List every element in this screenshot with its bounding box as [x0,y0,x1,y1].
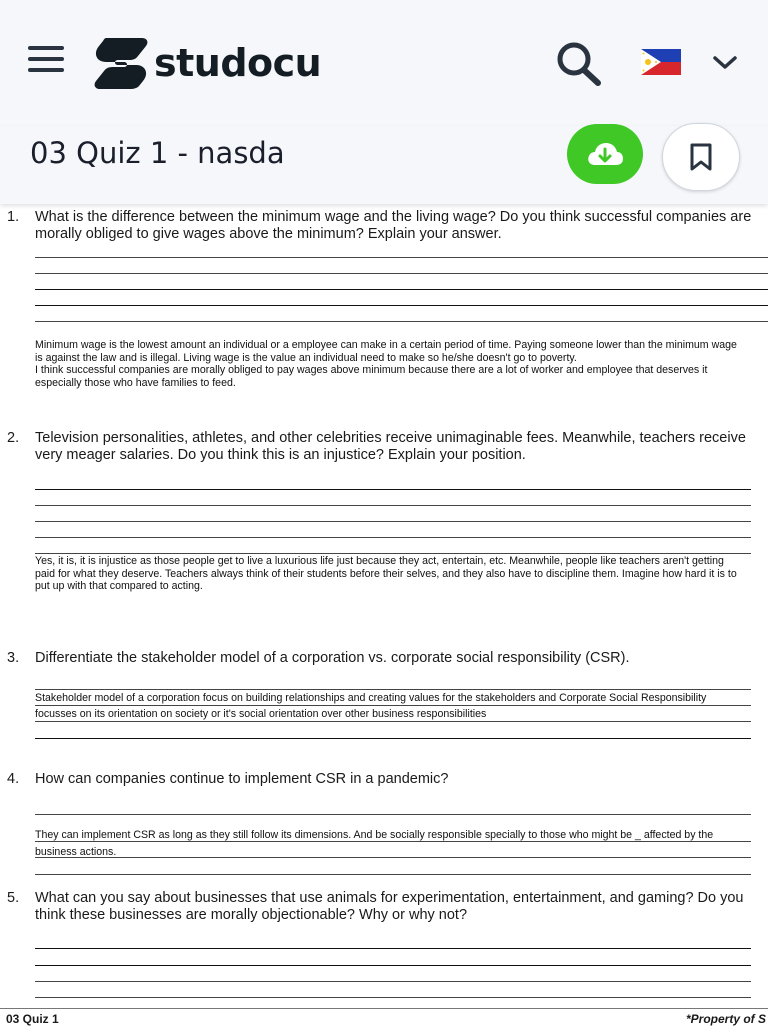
question-number: 1. [7,209,20,225]
answer-line [35,521,751,522]
menu-bar-top [28,46,64,50]
answer-line [35,948,751,949]
answer-line [35,537,751,538]
hamburger-menu-icon[interactable] [28,46,64,80]
question-number: 5. [7,890,20,906]
answer-line [35,305,768,306]
answer-line [35,997,751,998]
document-title-bar [0,126,768,204]
answer-line [35,489,751,490]
question-text: What can you say about businesses that use animals for experimentation, entertainment, and gaming? Do you think these businesses are morally objectionable? Why or why not? [35,890,744,923]
answer-line [35,321,768,322]
cloud-download-icon [585,139,625,169]
question-text: Television personalities, athletes, and other celebrities receive unimaginable fees. Meanwhile, teachers receive very meager salaries. Do you think this is an injustice? Explain your position. [35,430,746,463]
answer-line [35,965,751,966]
bookmark-button[interactable] [662,123,740,191]
answer-text: Yes, it is, it is injustice as those people get to live a luxurious life just because they act, entertain, etc. Meanwhile, people like teachers aren't getting paid for what they deserve. Teachers always think of their students before their selves, and they also have to discipline them. Imagine how hard it is to put up with that compared to acting. [35,555,737,592]
question-number: 3. [7,650,20,666]
answer-text: Stakeholder model of a corporation focus on building relationships and creating values for the stakeholders and Corporate Social Responsibility focusses on its orientation on society or it's social orientation over other business responsibilities [35,692,707,720]
studocu-logo-icon [92,36,150,90]
footer-document-name: 03 Quiz 1 [6,1012,59,1026]
document-page [0,204,768,1024]
question-number: 2. [7,430,20,446]
document-title: 03 Quiz 1 - nasda [30,136,285,170]
answer-text: Minimum wage is the lowest amount an individual or a employee can make in a certain period of time. Paying someone lower than the minimum wage is against the law and is illegal. Living wage is the value an individual need to make so he/she doesn't go to poverty. I think successful companies are morally obliged to pay wages above minimum because there are a lot of worker and employee that deserves it especially those who have families to feed. [35,339,737,389]
question-text: What is the difference between the minimum wage and the living wage? Do you think successful companies are morally obliged to give wages above the minimum? Explain your answer. [35,209,752,242]
philippines-flag-icon[interactable] [641,49,681,75]
chevron-down-icon[interactable] [712,52,738,72]
answer-line [35,257,768,258]
footer-rule [0,1008,768,1009]
question-text: How can companies continue to implement CSR in a pandemic? [35,771,449,787]
answer-line [35,738,751,739]
answer-line [35,505,751,506]
menu-bar-bottom [28,68,64,72]
question-text: Differentiate the stakeholder model of a corporation vs. corporate social responsibility (CSR). [35,650,630,666]
footer-property-note: *Property of S [685,1012,766,1026]
answer-line [35,874,751,875]
answer-line [35,273,768,274]
question-number: 4. [7,771,20,787]
answer-line [35,814,751,815]
menu-bar-middle [28,57,64,61]
download-button[interactable] [567,124,643,184]
answer-line [35,981,751,982]
top-navigation-bar [0,0,768,126]
answer-line [35,553,751,554]
answer-text: They can implement CSR as long as they still follow its dimensions. And be socially responsible specially to those who might be _ affected by the business actions. [35,829,714,858]
brand-name: studocu [154,41,322,85]
answer-line [35,289,768,290]
studocu-logo[interactable] [92,36,321,90]
bookmark-icon [688,142,714,172]
search-icon[interactable] [554,40,604,86]
